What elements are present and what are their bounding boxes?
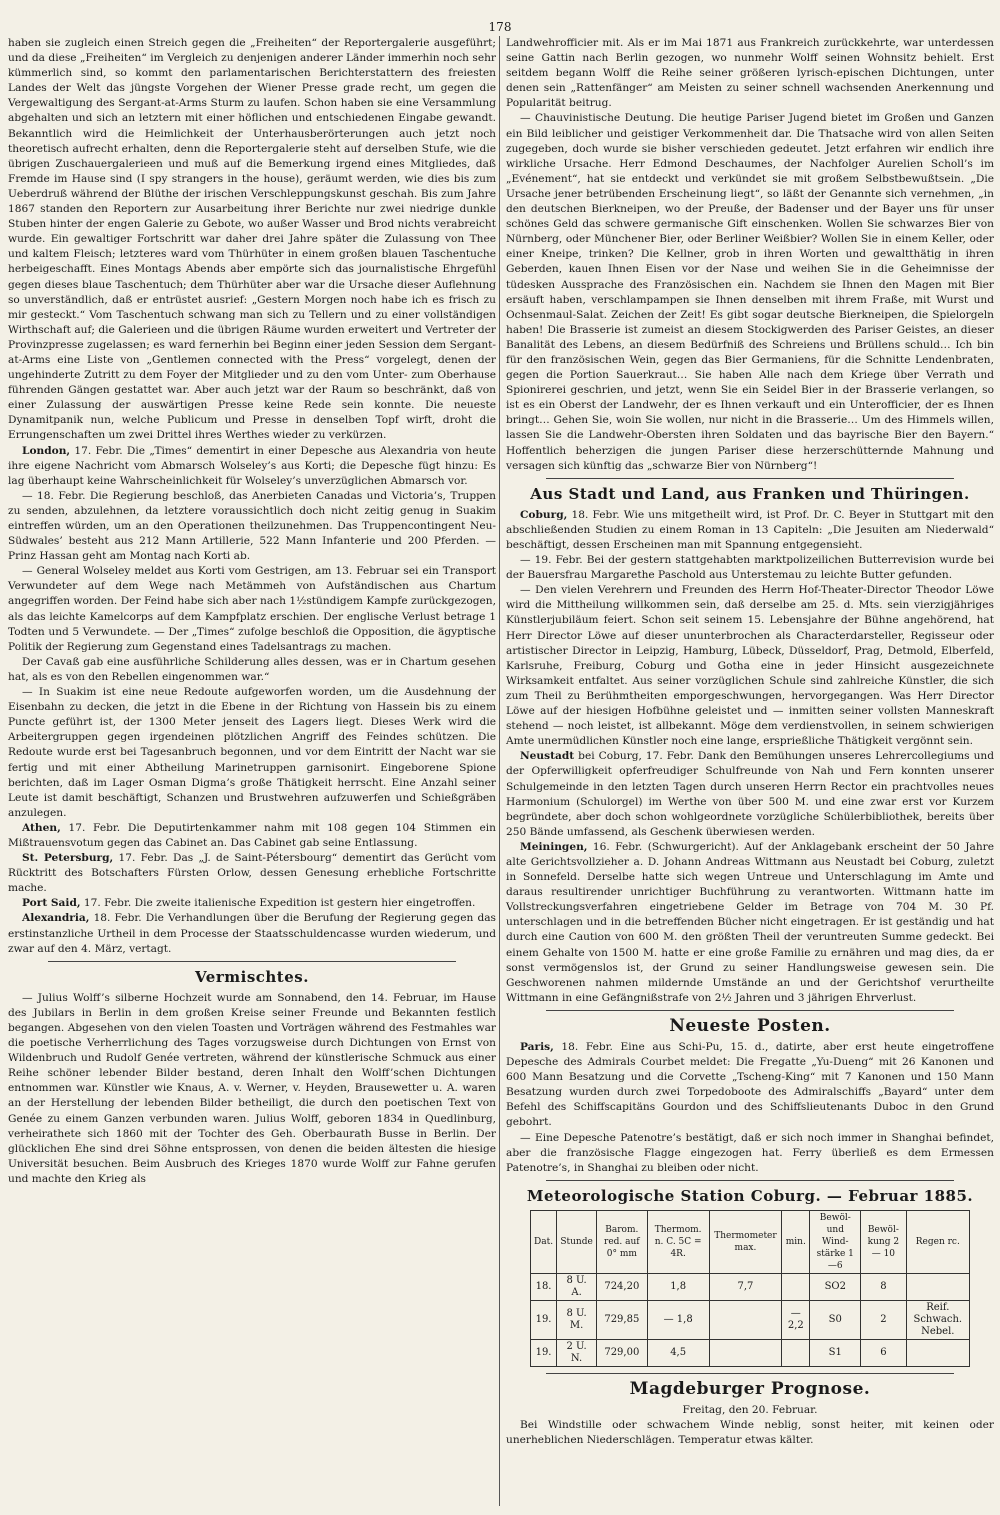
table-cell: Reif. Schwach. Nebel. — [906, 1300, 969, 1339]
table-cell: 8 U. A. — [557, 1273, 597, 1300]
left-column — [8, 36, 496, 1187]
weather-col-header: min. — [782, 1210, 810, 1273]
page-number: 178 — [488, 20, 512, 34]
column-divider — [499, 36, 500, 1506]
heading-prognose: Magdeburger Prognose. — [629, 1378, 871, 1399]
article-wolff: — Julius Wolff’s silberne Hochzeit wurde am Sonnabend, den 14. Februar, im Hause des Jubilars in Berlin in dem großen Kreise seiner Freunde und Bekannten festlich begangen. Abgesehen von den vielen Toasten und Vorträgen während des Festmahles war die poetische Verherrlichung des Tages vorzugsweise durch Dichtungen von Ernst von Wildenbruch und Rudolf Genée vertreten, während der künstlerische Schmuck aus einer Reihe schöner lebender Bilder bestand, deren Inhalt den Wolff’schen Dichtungen entnommen war. Künstler wie Knaus, A. v. Werner, v. Heyden, Brausewetter u. A. waren an der Herstellung der lebenden Bilder betheiligt, die durch den poetischen Text von Genée zu einem Ganzen verbunden waren. Julius Wolff, geboren 1834 in Quedlinburg, verheirathete sich 1860 mit der Tochter des Geh. Oberbaurath Busse in Berlin. Der glücklichen Ehe sind drei Söhne entsprossen, von denen die beiden ältesten die hiesige Universität besuchen. Beim Ausbruch des Krieges 1870 wurde Wolff zur Fahne gerufen und machte den Krieg als — [8, 991, 496, 1185]
heading-neueste-posten: Neueste Posten. — [669, 1015, 831, 1036]
weather-col-header: Bewöl- und Wind- stärke 1—6 — [810, 1210, 861, 1273]
article-chauvinism: — Chauvinistische Deutung. Die heutige Pariser Jugend bietet im Großen und Ganzen ein Bild leiblicher und geistiger Verkommenheit dar. Die Thatsache wird von allen Seiten zugegeben, doch wurde sie bisher verschieden gedeutet. Jetzt erfahren wir endlich ihre wirkliche Ursache. Herr Edmond Deschaumes, der Nachfolger Aurelien Scholl’s im „Evénement“, hat sie entdeckt und verkündet sie mit großem Selbstbewußtsein. „Die Ursache jener betrübenden Erscheinung liegt“, so läßt der Genannte sich vernehmen, „in den deutschen Bierkneipen, wo der Preuße, der Badenser und der Bayer uns für unser schönes Geld das schwere germanische Gift einschenken. Wollen Sie schwarzes Bier von Nürnberg, oder Münchener Bier, oder Berliner Weißbier? Wollen Sie in einem Keller, oder einer Kneipe, trinken? Die Kellner, grob in ihren Worten und gewaltthätig in ihren Geberden, kauen Ihnen Eisen vor der Nase und weihen Sie in die Geheimnisse der tüdesken Aussprache des Französischen ein. Nachdem sie Ihnen den Magen mit Bier ersäuft haben, verschlampampen sie Ihnen denselben mit ihrem Fraße, mit Wurst und Ochsenmaul-Salat. Zeichen der Zeit! Es gibt sogar deutsche Bierkneipen, die Spielorgeln haben! Die Brasserie ist zumeist an diesem Stockigwerden des Pariser Geistes, an dieser Banalität des Lebens, an diesem Bedürfniß des Schreiens und Brüllens schuld… Ich bin für den französischen Wein, gegen das Bier Germaniens, für die Schnitte Lendenbraten, gegen die Portion Sauerkraut… Sie haben Alle nach dem Kriege über Verrath und Spionirerei geschrien, und jetzt, wenn Sie ein Seidel Bier in der Brasserie verlangen, so ist es ein Oberst der Landwehr, der es Ihnen verkauft und ein Unterofficier, der es Ihnen bringt… Gehen Sie, woin Sie wollen, nur nicht in die Brasserie… Um des Himmels willen, lassen Sie die Landwehr-Obersten ihren Soldaten und das bayrische Bier den Bayern.“ Hoffentlich beherzigen die jungen Pariser diese herzerschütternde Mahnung und versagen sich künftig das „schwarze Bier von Nürnberg“! — [506, 112, 994, 472]
london-date: 17. Febr. — [70, 444, 127, 457]
right-column — [506, 36, 994, 1448]
section-rule — [546, 1373, 954, 1374]
weather-table-header — [531, 1210, 970, 1273]
port-said-text: 17. Febr. Die zweite italienische Expedition ist gestern hier eingetroffen. — [80, 897, 476, 910]
table-cell — [906, 1339, 969, 1366]
weather-col-header: Stunde — [557, 1210, 597, 1273]
dateline-neustadt: Neustadt — [520, 750, 575, 763]
table-row — [531, 1273, 970, 1300]
neustadt-text: bei Coburg, 17. Febr. Dank den Bemühungen unseres Lehrercollegiums und der Opferwilligkeit opferfreudiger Schulfreunde von Nah und Fern konnten unserer Schulgemeinde in den letzten Tagen durch unseren Herrn Rector ein prachtvolles neues Harmonium (Schulorgel) im Werthe von über 500 M. und eine zwar erst vor Kurzem begründete, aber doch schon wohlgeordnete vorzügliche Schülerbibliothek, bereits über 250 Bände umfassend, als Geschenk überwiesen werden. — [506, 750, 994, 838]
weather-table — [530, 1210, 970, 1367]
table-cell: 7,7 — [709, 1273, 782, 1300]
article-reporters: haben sie zugleich einen Streich gegen die „Freiheiten“ der Reportergalerie ausgeführt; und da diese „Freiheiten“ im Vergleich zu denjenigen anderer Länder immerhin noch sehr kümmerlich sind, so kommt den parlamentarischen Berichterstattern des freiesten Landes der Welt das jüngste Vorgehen der Wiener Presse grade recht, um gegen die Vergewaltigung des Sergant-at-Arms Sturm zu laufen. Schon haben sie eine Versammlung abgehalten und sich an letztern mit einer höflichen und entschiedenen Eingabe gewandt. Bekanntlich wird die Heimlichkeit der Unterhausberörterungen auch jetzt noch theoretisch aufrecht erhalten, denn die Reportergalerie steht auf derselben Stufe, wie die übrigen Zuschauergalerieen und muß auf die Bemerkung irgend eines Mitgliedes, daß Fremde im Hause sind (I spy strangers in the house), geräumt werden, wie dies bis zum Ueberdruß während der Blüthe der irischen Verschleppungskunst geschah. Bis zum Jahre 1867 standen den Reportern zur Ausarbeitung ihrer Berichte nur zwei niedrige dunkle Stuben hinter der engen Galerie zu Gebote, wo außer Wasser und Brod nichts verabreicht wurde. Ein gewaltiger Fortschritt war daher drei Jahre später die Zulassung von Thee und kaltem Fleisch; letzteres ward vom Thürhüter in einem großen blauen Taschentuche herbeigeschafft. Eines Montags Abends aber empörte sich das journalistische Ehrgefühl gegen dieses blaue Taschentuch; dem Thürhüter aber war die Ursache dieser Auflehnung so unverständlich, daß er entrüstet ausrief: „Gestern Morgen noch habe ich es frisch zu mir gesteckt.“ Vom Taschentuch schwang man sich zu Tellern und zu einer vollständigen Wirthschaft auf; die Galerieen und die übrigen Räume wurden erweitert und Vertreter der Provinzpresse zugelassen; es ward fernerhin bei Beginn einer jeden Session dem Sergant-at-Arms eine Liste von „Gentlemen connected with the Press“ vorgelegt, denen der ungehinderte Zutritt zu dem Foyer der Mitglieder und zu den vom Unter- zum Oberhause führenden Gängen gestattet war. Aber auch jetzt war der Raum so beschränkt, daß von einer Zulassung der auswärtigen Presse keine Rede sein konnte. Die neueste Dynamitpanik nun, welche Publicum und Presse in denselben Topf wirft, droht die Errungenschaften um zwei Drittel ihres Werthes wieder zu verkürzen. — [8, 37, 496, 442]
table-cell: — 1,8 — [647, 1300, 709, 1339]
coburg-text: 18. Febr. Wie uns mitgetheilt wird, ist Prof. Dr. C. Beyer in Stuttgart mit den abschließenden Studien zu einem Roman in 13 Capiteln: „Die Jesuiten am Niederwald“ beschäftigt, dessen Erscheinen man mit Spannung entgegensieht. — [506, 508, 994, 551]
table-cell: S0 — [810, 1300, 861, 1339]
article-coburg — [506, 508, 994, 553]
meiningen-text: 16. Febr. (Schwurgericht). Auf der Anklagebank erscheint der 50 Jahre alte Gerichtsvollzieher a. D. Johann Andreas Wittmann aus Neustadt bei Coburg, zuletzt in Sonnefeld. Derselbe hatte sich wegen Untreue und Unterschlagung im Amte und daraus resultirender unrichtiger Buchführung zu verantworten. Wittmann hatte im Vollstreckungsverfahren eingetriebene Gelder im Betrage von 704 M. 30 Pf. unterschlagen und in die betreffenden Bücher nicht eingetragen. Er ist geständig und hat durch eine Caution von 600 M. den größten Theil der veruntreuten Summe gedeckt. Bei einem Gehalte von 1500 M. hatte er eine große Familie zu ernähren und mag dies, da er sonst vermögenslos ist, der Grund zu seiner Handlungsweise gewesen sein. Die Geschworenen nahmen mildernde Umstände an und der Gerichtshof verurtheilte Wittmann in eine Gefängnißstrafe von 2½ Jahren und 3 jährigen Ehrverlust. — [506, 840, 994, 1004]
article-neustadt — [506, 749, 994, 840]
article-alexandria — [8, 911, 496, 956]
table-cell: 4,5 — [647, 1339, 709, 1366]
heading-vermischtes: Vermischtes. — [195, 967, 309, 986]
london-text: Die „Times“ dementirt in einer Depesche aus Alexandria von heute ihre eigene Nachricht vom Abmarsch Wolseley’s aus Korti; die Depesche fügt hinzu: Es lag überhaupt keine Wahrscheinlichkeit für Wolseley’s unverzüglichen Abmarsch vor. — [8, 444, 496, 487]
table-cell: 2 — [861, 1300, 906, 1339]
article-suakim: — In Suakim ist eine neue Redoute aufgeworfen worden, um die Ausdehnung der Eisenbahn zu decken, die jetzt in die Ebene in der Richtung von Hassein bis zu einem Puncte geführt ist, der 1300 Meter jenseit des Lagers liegt. Dieses Werk wird die Arbeitergruppen gegen irgendeinen plötzlichen Angriff des Feindes schützen. Die Redoute wurde erst bei Tagesanbruch begonnen, und vor dem Eintritt der Nacht war sie fertig und mit einer Abtheilung Marinetruppen garnisonirt. Eingeborene Spione berichten, daß im Lager Osman Digma’s große Thätigkeit herrscht. Eine Anzahl seiner Leute ist damit beschäftigt, Schanzen und Brustwehren aufzuwerfen und Schießgräben anzulegen. — [8, 686, 496, 819]
table-cell: 19. — [531, 1300, 557, 1339]
athen-text: 17. Febr. Die Deputirtenkammer nahm mit 108 gegen 104 Stimmen ein Mißtrauensvotum gegen das Cabinet an. Das Cabinet gab seine Entlassung. — [8, 821, 496, 849]
weather-col-header: Thermometer max. — [709, 1210, 782, 1273]
article-butter: — 19. Febr. Bei der gestern stattgehabten marktpolizeilichen Butterrevision wurde bei der Bauersfrau Margarethe Paschold aus Unterstemau zu leichte Butter gefunden. — [506, 554, 994, 582]
table-cell — [782, 1273, 810, 1300]
dateline-paris: Paris, — [520, 1041, 554, 1053]
prognose-text: Bei Windstille oder schwachem Winde neblig, sonst heiter, mit keinen oder unerheblichen Niederschlägen. Temperatur etwas kälter. — [506, 1419, 994, 1447]
article-london-18: — 18. Febr. Die Regierung beschloß, das Anerbieten Canadas und Victoria’s, Truppen zu senden, abzulehnen, da letztere voraussichtlich doch nicht zeitig genug in Suakim eintreffen würden, um an den Operationen theilzunehmen. Das Truppencontingent Neu-Südwales’ besteht aus 212 Mann Artillerie, 522 Mann Infanterie und 200 Pferden. — Prinz Hassan geht am Montag nach Korti ab. — [8, 489, 496, 563]
petersburg-text: 17. Febr. Das „J. de Saint-Pétersbourg“ dementirt das Gerücht vom Rücktritt des Botschafters Fürsten Orlow, dessen Genesung erhebliche Fortschritte mache. — [8, 852, 496, 895]
weather-col-header: Thermom. n. C. 5C = 4R. — [647, 1210, 709, 1273]
article-paris — [506, 1040, 994, 1131]
table-row — [531, 1339, 970, 1366]
table-cell — [906, 1273, 969, 1300]
table-cell: 8 — [861, 1273, 906, 1300]
paris-text: 18. Febr. Eine aus Schi-Pu, 15. d., datirte, aber erst heute eingetroffene Depesche des Admirals Courbet meldet: Die Fregatte „Yu-Dueng“ mit 26 Kanonen und 600 Mann Besatzung und die Corvette „Tscheng-King“ mit 7 Kanonen und 150 Mann Besatzung wurden durch zwei Torpedoboote des Admiralschiffs „Bayard“ unter dem Befehl des Schiffscapitäns Gourdon und des Schiffslieutenants Duboc in den Grund gebohrt. — [506, 1041, 994, 1129]
alexandria-text: 18. Febr. Die Verhandlungen über die Berufung der Regierung gegen das erstinstanzliche Urtheil in dem Processe der Staatsschuldencasse wurden wiederum, und zwar auf den 4. März, vertagt. — [8, 912, 496, 955]
table-row — [531, 1300, 970, 1339]
section-rule — [546, 478, 954, 479]
table-cell: 1,8 — [647, 1273, 709, 1300]
table-cell: SO2 — [810, 1273, 861, 1300]
table-cell: 19. — [531, 1339, 557, 1366]
article-athen — [8, 821, 496, 851]
table-cell: S1 — [810, 1339, 861, 1366]
section-rule — [546, 1180, 954, 1181]
table-cell: — 2,2 — [782, 1300, 810, 1339]
dateline-london: London, — [22, 444, 71, 457]
article-chartum: Der Cavaß gab eine ausführliche Schilderung alles dessen, was er in Chartum gesehen hat, als es von den Rebellen eingenommen war.“ — [8, 655, 496, 683]
dateline-petersburg: St. Petersburg, — [22, 852, 114, 865]
table-cell — [782, 1339, 810, 1366]
section-rule — [48, 961, 456, 962]
weather-col-header: Bewöl- kung 2 — 10 — [861, 1210, 906, 1273]
weather-col-header: Regen rc. — [906, 1210, 969, 1273]
section-rule — [546, 1010, 954, 1011]
article-petersburg — [8, 851, 496, 896]
article-port-said — [8, 896, 496, 911]
table-cell: 8 U. M. — [557, 1300, 597, 1339]
weather-col-header: Dat. — [531, 1210, 557, 1273]
weather-col-header: Barom. red. auf 0° mm — [597, 1210, 648, 1273]
dateline-port-said: Port Said, — [22, 897, 81, 910]
table-cell: 2 U. N. — [557, 1339, 597, 1366]
table-cell: 729,00 — [597, 1339, 648, 1366]
heading-stadt-land: Aus Stadt und Land, aus Franken und Thüringen. — [530, 484, 970, 503]
article-loewe: — Den vielen Verehrern und Freunden des Herrn Hof-Theater-Director Theodor Löwe wird die Mittheilung willkommen sein, daß derselbe am 25. d. Mts. sein vierzigjähriges Künstlerjubiläum feiert. Schon seit seinem 15. Lebensjahre der Bühne angehörend, hat Herr Director Löwe auf dieser ununterbrochen als Characterdarsteller, Regisseur oder artistischer Director in Leipzig, Hamburg, Lübeck, Düsseldorf, Prag, Detmold, Elberfeld, Karlsruhe, Freiburg, Coburg und Gotha eine in jeder Hinsicht ausgezeichnete Wirksamkeit entfaltet. Aus seiner vorzüglichen Schule sind zahlreiche Künstler, die sich zum Theil zu Berühmtheiten emporgeschwungen, hervorgegangen. Was Herr Director Löwe auf der hiesigen Hofbühne geleistet und — inmitten seiner vollsten Manneskraft stehend — noch leistet, ist allbekannt. Möge dem verdienstvollen, in seinem schwierigen Amte unermüdlichen Künstler noch eine lange, ersprießliche Thätigkeit vergönnt sein. — [506, 584, 994, 748]
article-wolff-cont: Landwehrofficier mit. Als er im Mai 1871 aus Frankreich zurückkehrte, war unterdessen seine Gattin nach Berlin gezogen, wo nunmehr Wolff seinen Wohnsitz behielt. Erst seitdem begann Wolff die Reihe seiner größeren lyrisch-epischen Dichtungen, unter denen sein „Rattenfänger“ am Meisten zu seiner schnell wachsenden Anerkennung und Popularität beitrug. — [506, 37, 994, 110]
dateline-meiningen: Meiningen, — [520, 840, 588, 853]
article-wolseley: — General Wolseley meldet aus Korti vom Gestrigen, am 13. Februar sei ein Transport Verwundeter auf dem Wege nach Metämmeh von Aufständischen aus Chartum angegriffen worden. Der Feind habe sich aber nach 1½stündigem Kampfe zurückgezogen, als das leichte Kamelcorps auf dem Kampfplatz erschien. Der englische Verlust betrage 1 Todten und 5 Verwundete. — Der „Times“ zufolge beschloß die Opposition, die ägyptische Politik der Regierung zum Gegenstand eines Tadelsantrags zu machen. — [8, 565, 496, 653]
article-meiningen — [506, 840, 994, 1006]
dateline-alexandria: Alexandria, — [22, 912, 90, 925]
dateline-coburg: Coburg, — [520, 508, 568, 521]
table-cell: 18. — [531, 1273, 557, 1300]
heading-meteorology: Meteorologische Station Coburg. — Februar 1885. — [526, 1186, 974, 1205]
table-cell: 724,20 — [597, 1273, 648, 1300]
dateline-athen: Athen, — [22, 821, 61, 834]
table-cell — [709, 1339, 782, 1366]
table-cell: 729,85 — [597, 1300, 648, 1339]
table-cell — [709, 1300, 782, 1339]
prognose-date: Freitag, den 20. Februar. — [682, 1404, 818, 1417]
table-cell: 6 — [861, 1339, 906, 1366]
article-patenotre: — Eine Depesche Patenotre’s bestätigt, daß er sich noch immer in Shanghai befindet, aber die französische Flagge eingezogen hat. Ferry überließ es dem Ermessen Patenotre’s, in Shanghai zu bleiben oder nicht. — [506, 1131, 994, 1174]
article-london — [8, 444, 496, 489]
